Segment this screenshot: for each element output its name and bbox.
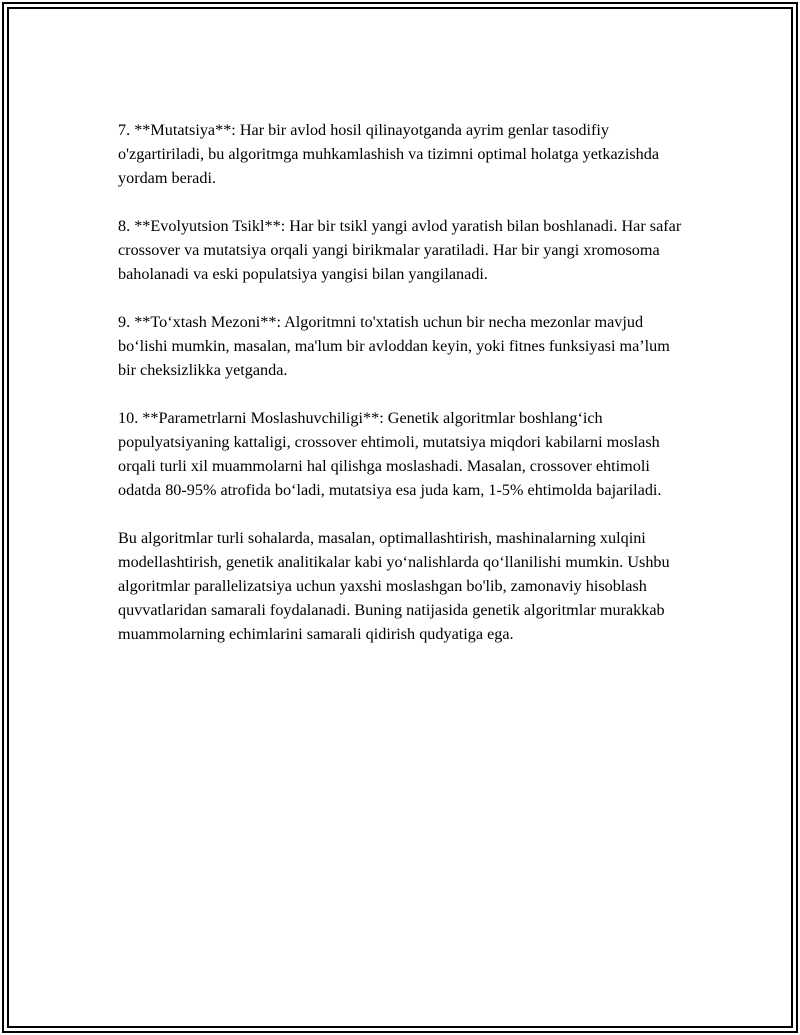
paragraph-toxtash-mezoni: 9. **To‘xtash Mezoni**: Algoritmni to'xtatish uchun bir necha mezonlar mavjud bo‘lishi mumkin, masalan, ma'lum bir avloddan keyin, yoki fitnes funksiyasi ma’lum bir cheksizlikka yetganda. <box>118 313 670 379</box>
document-body <box>118 118 686 670</box>
paragraph-evolyutsion-tsikl: 8. **Evolyutsion Tsikl**: Har bir tsikl yangi avlod yaratish bilan boshlanadi. Har safar crossover va mutatsiya orqali yangi birikmalar yaratiladi. Har bir yangi xromosoma baholanadi va eski populatsiya yangisi bilan yangilanadi. <box>118 217 682 283</box>
paragraph-mutatsiya: 7. **Mutatsiya**: Har bir avlod hosil qilinayotganda ayrim genlar tasodifiy o'zgartiriladi, bu algoritmga muhkamlashish va tizimni optimal holatga yetkazishda yordam beradi. <box>118 121 660 187</box>
paragraph-parametrlarni-moslashuvchiligi: 10. **Parametrlarni Moslashuvchiligi**: Genetik algoritmlar boshlang‘ich populyatsiyaning kattaligi, crossover ehtimoli, mutatsiya miqdori kabilarni moslash orqali turli xil muammolarni hal qilishga moslashadi. Masalan, crossover ehtimoli odatda 80-95% atrofida bo‘ladi, mutatsiya esa juda kam, 1-5% ehtimolda bajariladi. <box>118 409 662 499</box>
paragraph-conclusion: Bu algoritmlar turli sohalarda, masalan, optimallashtirish, mashinalarning xulqini modellashtirish, genetik analitikalar kabi yo‘nalishlarda qo‘llanilishi mumkin. Ushbu algoritmlar parallelizatsiya uchun yaxshi moslashgan bo'lib, zamonaviy hisoblash quvvatlaridan samarali foydalanadi. Buning natijasida genetik algoritmlar murakkab muammolarning echimlarini samarali qidirish qudyatiga ega. <box>118 529 670 643</box>
